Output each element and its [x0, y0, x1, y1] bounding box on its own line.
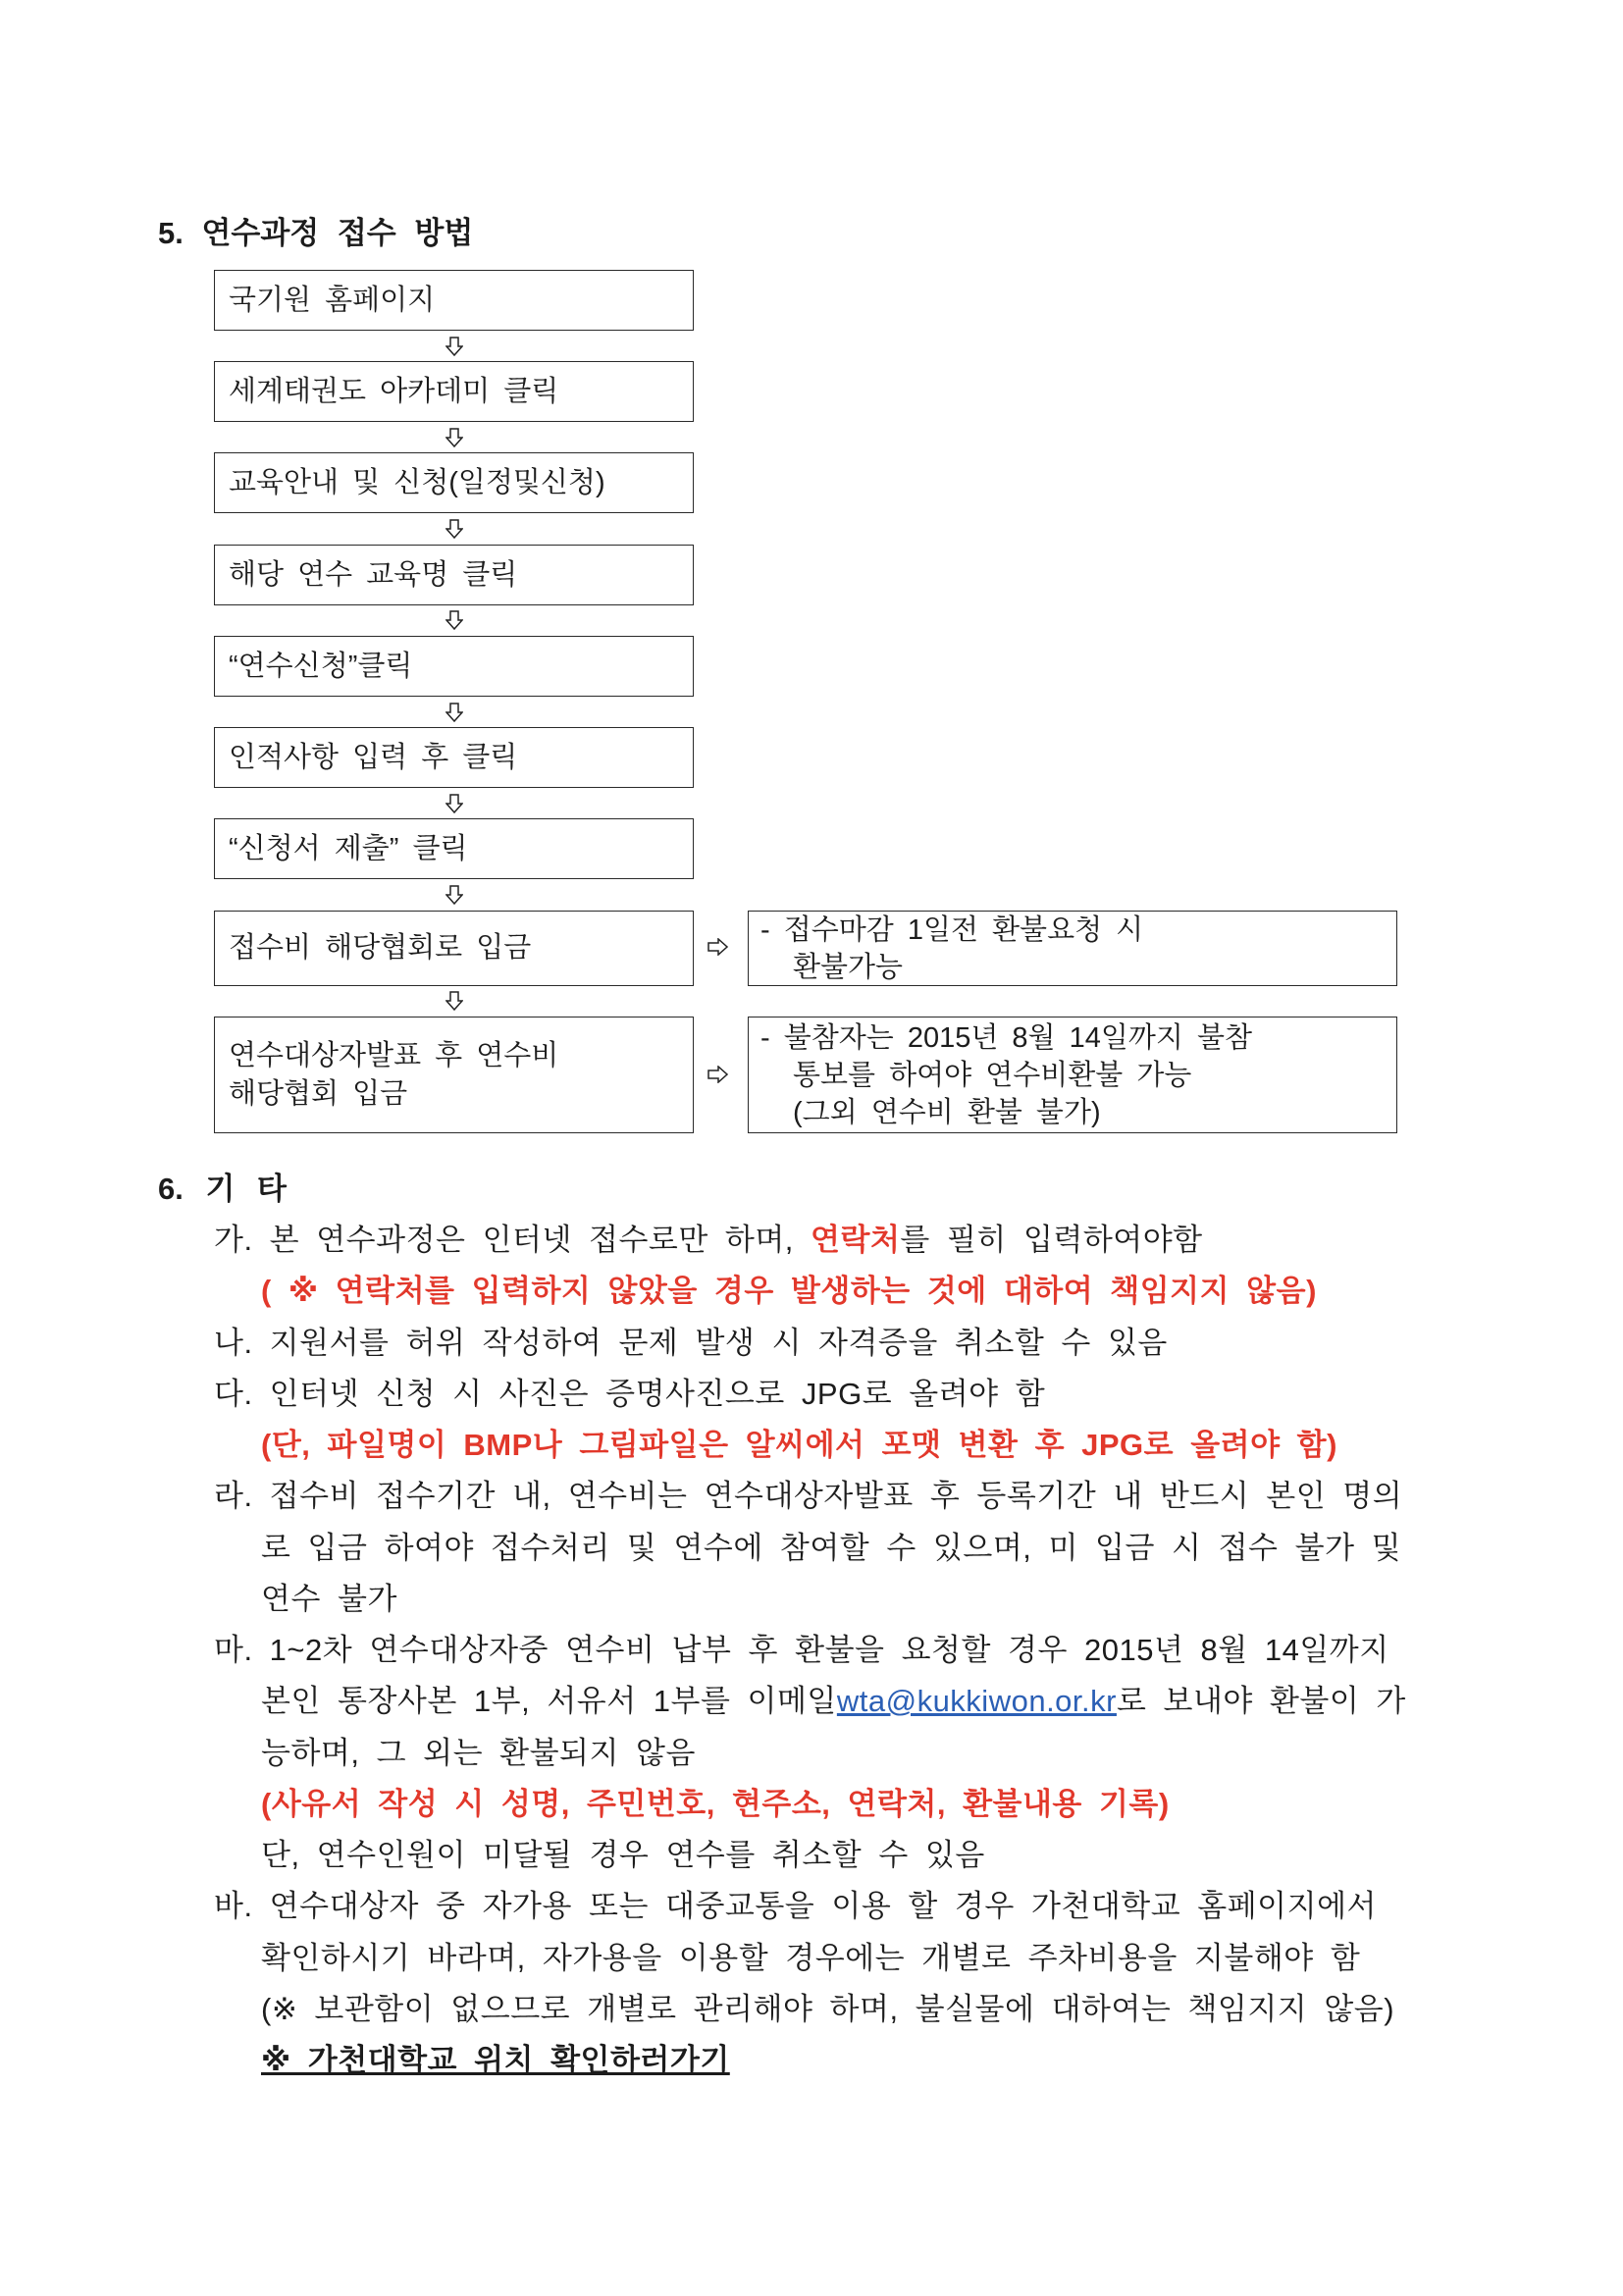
section-6-list	[0, 1215, 1623, 2086]
flow-step-announcement-payment	[214, 1017, 694, 1133]
item-ga	[0, 1215, 1623, 1266]
down-arrow-icon	[445, 885, 463, 905]
flow-step-label: 인적사항 입력 후 클릭	[229, 741, 518, 773]
note-line: 환불가능	[793, 951, 904, 983]
note-line: - 불참자는 2015년 8월 14일까지 불참	[760, 1021, 1252, 1054]
note-line: (그외 연수비 환불 불가)	[793, 1096, 1101, 1128]
item-ra-continued: 연수 불가	[261, 1581, 397, 1616]
flow-step-label: 해당협회 입금	[229, 1077, 408, 1110]
warning-reason-letter: (사유서 작성 시 성명, 주민번호, 현주소, 연락처, 환불내용 기록)	[261, 1786, 1170, 1821]
item-ra: 라. 접수비 접수기간 내, 연수비는 연수대상자발표 후 등록기간 내 반드시 본인 명의	[214, 1479, 1403, 1514]
flow-step-label: “연수신청”클릭	[229, 650, 413, 682]
flow-step-label: 연수대상자발표 후 연수비	[229, 1039, 559, 1071]
item-text: 로 보내야 환불이 가	[1116, 1684, 1406, 1719]
item-ma-continued: 능하며, 그 외는 환불되지 않음	[261, 1735, 696, 1770]
flow-step-pay-fee	[214, 911, 694, 986]
flow-step-label: 접수비 해당협회로 입금	[229, 932, 532, 964]
down-arrow-icon	[445, 610, 463, 630]
flow-step-course-name	[214, 545, 694, 605]
note-line: 통보를 하여야 연수비환불 가능	[793, 1059, 1192, 1091]
section-6-heading: 6. 기 타	[158, 1172, 287, 1206]
flow-step-homepage	[214, 270, 694, 331]
down-arrow-icon	[445, 794, 463, 813]
flow-step-note-absence-refund	[748, 1017, 1397, 1133]
item-na: 나. 지원서를 허위 작성하여 문제 발생 시 자격증을 취소할 수 있음	[214, 1325, 1168, 1360]
item-da: 다. 인터넷 신청 시 사진은 증명사진으로 JPG로 올려야 함	[214, 1376, 1046, 1411]
flow-step-apply-click	[214, 636, 694, 697]
item-text: 가. 본 연수과정은 인터넷 접수로만 하며,	[214, 1223, 812, 1257]
flow-step-label: 해당 연수 교육명 클릭	[229, 558, 518, 591]
flow-step-education-guide	[214, 452, 694, 513]
item-ba-link-line	[0, 2035, 1623, 2086]
gachon-location-link[interactable]: ※ 가천대학교 위치 확인하러가기	[261, 2043, 730, 2077]
item-text: 를 필히 입력하여야함	[900, 1223, 1203, 1257]
item-ba: 바. 연수대상자 중 자가용 또는 대중교통을 이용 할 경우 가천대학교 홈페이지에서	[214, 1889, 1377, 1924]
flow-step-label: 교육안내 및 신청(일정및신청)	[229, 466, 605, 498]
item-text: 본인 통장사본 1부, 서유서 1부를 이메일	[261, 1684, 837, 1719]
item-ma: 마. 1~2차 연수대상자중 연수비 납부 후 환불을 요청할 경우 2015년 8월 14일까지	[214, 1633, 1389, 1667]
right-arrow-icon	[707, 1066, 729, 1083]
down-arrow-icon	[445, 519, 463, 539]
down-arrow-icon	[445, 428, 463, 447]
flow-step-label: 세계태권도 아카데미 클릭	[229, 375, 559, 407]
flow-step-academy	[214, 361, 694, 422]
item-ma-continued: 단, 연수인원이 미달될 경우 연수를 취소할 수 있음	[261, 1838, 985, 1872]
section-5-heading: 5. 연수과정 접수 방법	[158, 216, 474, 250]
email-link[interactable]: wta@kukkiwon.or.kr	[836, 1684, 1117, 1719]
warning-contact: ( ※ 연락처를 입력하지 않았을 경우 발생하는 것에 대하여 책임지지 않음)	[261, 1274, 1317, 1309]
flow-step-submit-application	[214, 818, 694, 879]
note-line: - 접수마감 1일전 환불요청 시	[760, 913, 1144, 946]
down-arrow-icon	[445, 703, 463, 722]
down-arrow-icon	[445, 991, 463, 1011]
item-ra-continued: 로 입금 하여야 접수처리 및 연수에 참여할 수 있으며, 미 입금 시 접수 불가 및	[261, 1530, 1402, 1565]
right-arrow-icon	[707, 938, 729, 956]
item-ba-continued: (※ 보관함이 없으므로 개별로 관리해야 하며, 불실물에 대하여는 책임지지 않음)	[261, 1991, 1395, 2026]
down-arrow-icon	[445, 337, 463, 356]
flow-step-note-refund-deadline	[748, 911, 1397, 986]
flow-step-label: “신청서 제출” 클릭	[229, 832, 468, 864]
item-ba-continued: 확인하시기 바라며, 자가용을 이용할 경우에는 개별로 주차비용을 지불해야 함	[261, 1940, 1361, 1975]
flow-step-label: 국기원 홈페이지	[229, 284, 436, 316]
warning-file-format: (단, 파일명이 BMP나 그림파일은 알씨에서 포맷 변환 후 JPG로 올려야 함)	[261, 1428, 1337, 1462]
item-ma-continued	[0, 1676, 1623, 1727]
highlight-contact: 연락처	[811, 1223, 901, 1257]
flow-step-personal-info	[214, 727, 694, 788]
